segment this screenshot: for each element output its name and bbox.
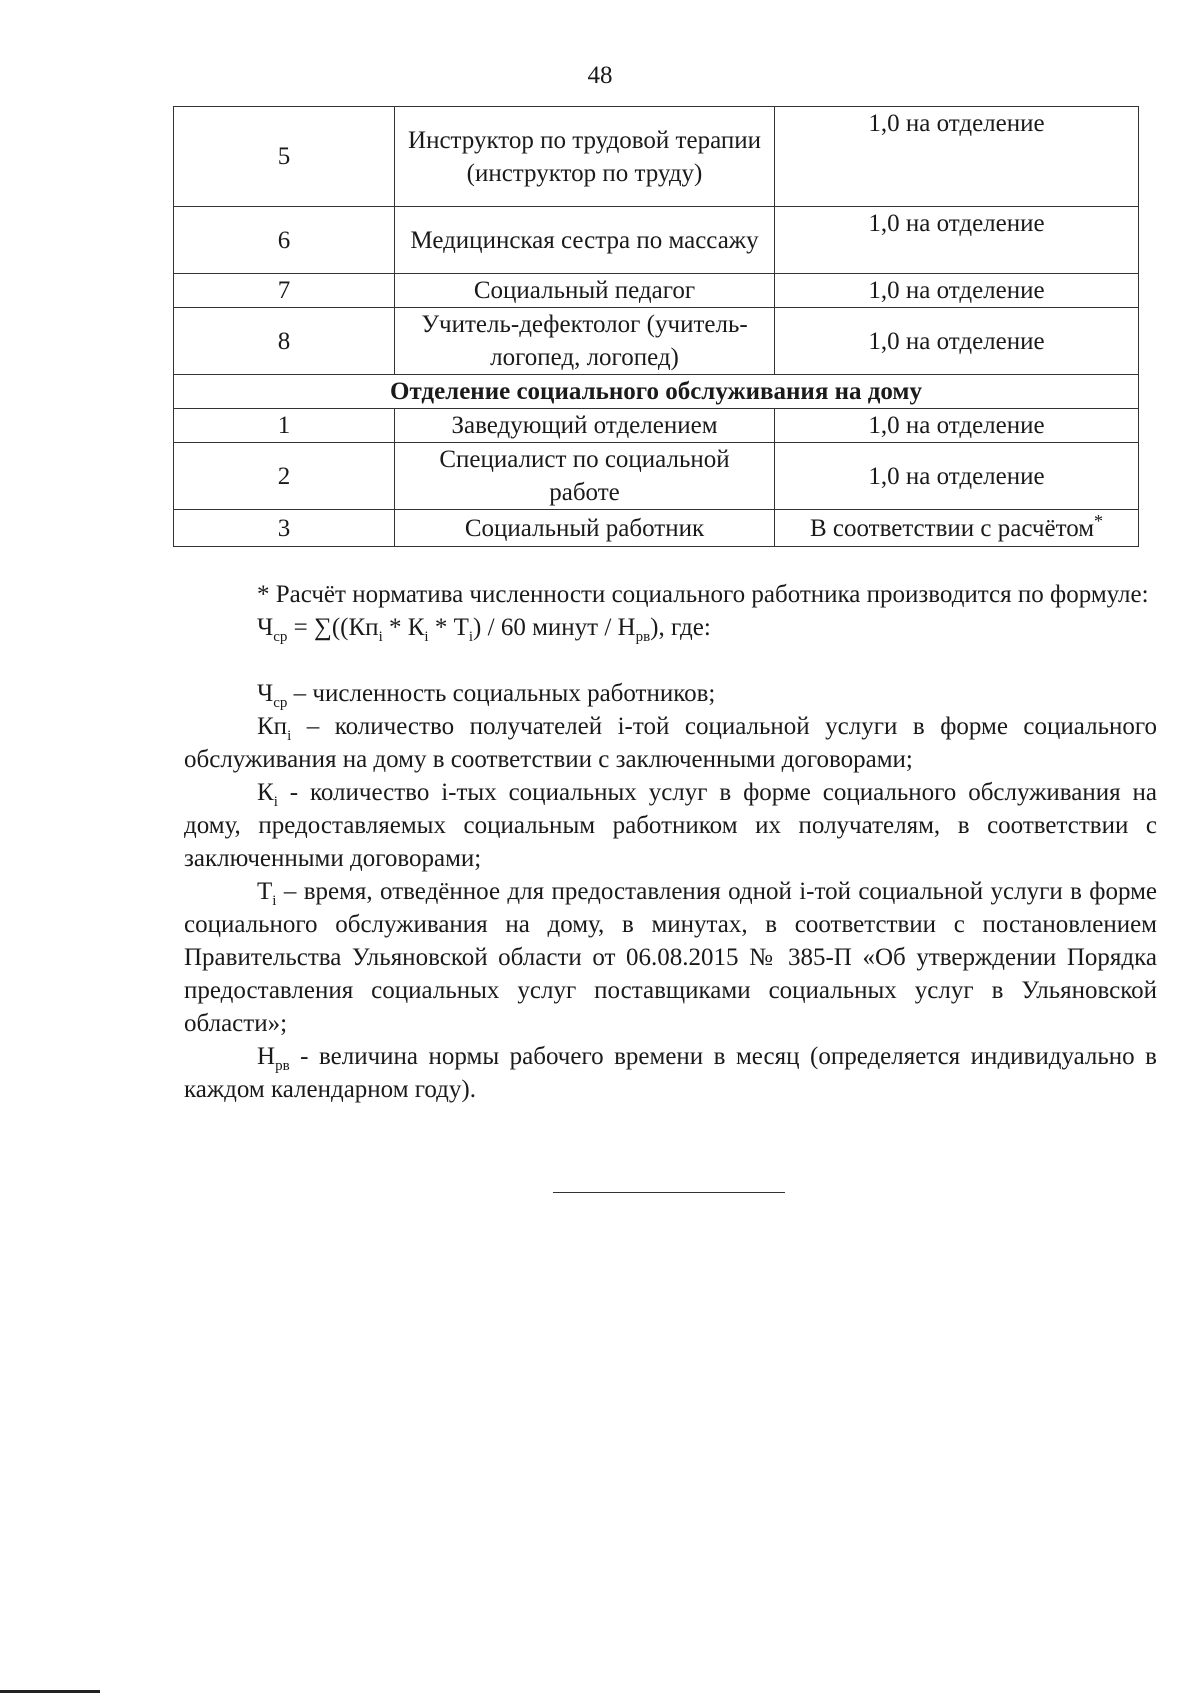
table-row: [174, 443, 1139, 510]
definition-item: $Н_{рв}$ - величина нормы рабочего времени в месяц (определяется индивидуально в каждом календарном году).: [184, 1043, 1157, 1103]
table-row: [174, 510, 1139, 547]
staff-norm: [775, 510, 1139, 547]
staff-norm: 1,0 на отделение: [775, 274, 1139, 308]
definition-item: $Ч_{ср}$ – численность социальных работников;: [257, 680, 716, 711]
footnote-block: [184, 578, 1157, 1106]
staff-norm: 1,0 на отделение: [775, 308, 1139, 375]
table-row: [174, 308, 1139, 375]
formula: $Ч_{ср} = \sum((Кп_i * К_i * Т_i) / 60$ минут / $Н_{рв}$), где:: [257, 614, 711, 645]
row-number: 8: [174, 308, 395, 375]
position-name: Социальный педагог: [395, 274, 775, 308]
definition-item: $Кп_i$ – количество получателей i-той социальной услуги в форме социального обслуживания на дому в соответствии с заключенными договорами;: [184, 713, 1157, 773]
position-name: Специалист по социальной работе: [395, 443, 775, 510]
position-name: Учитель-дефектолог (учитель-логопед, логопед): [395, 308, 775, 375]
definition-item: $Т_i$ – время, отведённое для предоставления одной i-той социальной услуги в форме социального обслуживания на дому, в минутах, в соответствии с постановлением Правительства Ульяновской области от 06.08.2015 № 385-П «Об утверждении Порядка предоставления социальных услуг поставщиками социальных услуг в Ульяновской области»;: [184, 878, 1157, 1037]
section-title: Отделение социального обслуживания на дому: [174, 375, 1139, 409]
staff-norm: 1,0 на отделение: [775, 443, 1139, 510]
row-number: 7: [174, 274, 395, 308]
row-number: 5: [174, 107, 395, 207]
page-number: 48: [587, 62, 613, 89]
definition-item: $К_i$ - количество i-тых социальных услуг в форме социального обслуживания на дому, предоставляемых социальным работником их получателям, в соответствии с заключенными договорами;: [184, 779, 1157, 872]
position-name: Заведующий отделением: [395, 409, 775, 443]
staff-norm: 1,0 на отделение: [775, 107, 1139, 207]
table-row: [174, 274, 1139, 308]
staff-norm: 1,0 на отделение: [775, 409, 1139, 443]
staff-norm: 1,0 на отделение: [775, 207, 1139, 274]
position-name: Инструктор по трудовой терапии (инструктор по труду): [395, 107, 775, 207]
row-number: 3: [174, 510, 395, 547]
footnote-mark: *: [1094, 510, 1104, 531]
footnote-intro: * Расчёт норматива численности социального работника производится по формуле:: [257, 581, 1149, 608]
row-number: 1: [174, 409, 395, 443]
staff-norm-text: В соответствии с расчётом: [809, 514, 1095, 542]
table-row: [174, 107, 1139, 207]
end-divider: [553, 1192, 785, 1193]
staffing-table: [173, 106, 1139, 547]
position-name: Медицинская сестра по массажу: [395, 207, 775, 274]
row-number: 2: [174, 443, 395, 510]
row-number: 6: [174, 207, 395, 274]
table-row: [174, 207, 1139, 274]
position-name: Социальный работник: [395, 510, 775, 547]
section-row: [174, 375, 1139, 409]
table-row: [174, 409, 1139, 443]
scan-edge-mark: [0, 1690, 100, 1693]
